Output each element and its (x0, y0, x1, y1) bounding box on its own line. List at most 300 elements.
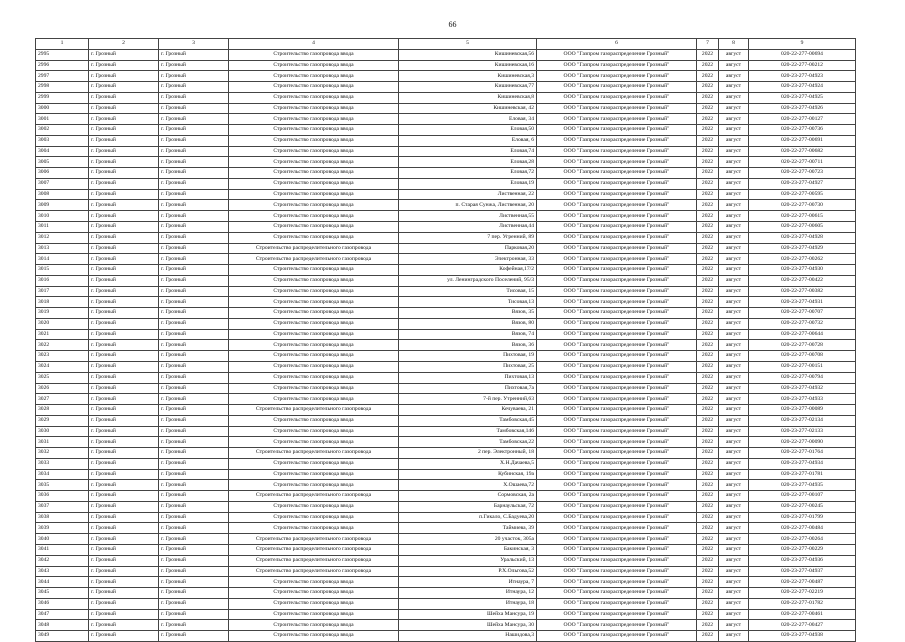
city-cell: г. Грозный (159, 103, 229, 114)
table-row (36, 200, 856, 211)
district-cell: г. Грозный (89, 135, 159, 146)
address-cell: Еловая,28 (399, 157, 537, 168)
organization-cell: ООО "Газпром газораспределение Грозный" (537, 286, 697, 297)
table-row (36, 254, 856, 265)
address-cell: Лиственная,55 (399, 211, 537, 222)
table-row (36, 82, 856, 93)
row-number: 3027 (36, 394, 89, 405)
month-cell: август (719, 523, 749, 534)
year-cell: 2022 (697, 394, 719, 405)
header-cell: 8 (719, 39, 749, 50)
organization-cell: ООО "Газпром газораспределение Грозный" (537, 275, 697, 286)
district-cell: г. Грозный (89, 125, 159, 136)
table-row (36, 598, 856, 609)
header-row (36, 39, 856, 50)
month-cell: август (719, 534, 749, 545)
code-cell: 020-22-277-00644 (749, 329, 856, 340)
organization-cell: ООО "Газпром газораспределение Грозный" (537, 189, 697, 200)
work-type-cell: Строительство газопровода ввода (229, 415, 399, 426)
city-cell: г. Грозный (159, 60, 229, 71)
address-cell: Тисовая,13 (399, 297, 537, 308)
work-type-cell: Строительство газопровода ввода (229, 189, 399, 200)
month-cell: август (719, 512, 749, 523)
table-row (36, 415, 856, 426)
year-cell: 2022 (697, 577, 719, 588)
row-number: 3023 (36, 351, 89, 362)
work-type-cell: Строительство распределительного газопровода (229, 491, 399, 502)
code-cell: 020-22-277-00382 (749, 286, 856, 297)
code-cell: 020-23-277-00089 (749, 405, 856, 416)
address-cell: Тамбовская,45 (399, 415, 537, 426)
organization-cell: ООО "Газпром газораспределение Грозный" (537, 60, 697, 71)
organization-cell: ООО "Газпром газораспределение Грозный" (537, 555, 697, 566)
city-cell: г. Грозный (159, 588, 229, 599)
code-cell: 020-22-277-00487 (749, 577, 856, 588)
code-cell: 020-23-277-04937 (749, 566, 856, 577)
city-cell: г. Грозный (159, 469, 229, 480)
code-cell: 020-23-277-02134 (749, 415, 856, 426)
table-row (36, 361, 856, 372)
year-cell: 2022 (697, 275, 719, 286)
row-number: 3016 (36, 275, 89, 286)
district-cell: г. Грозный (89, 146, 159, 157)
month-cell: август (719, 114, 749, 125)
year-cell: 2022 (697, 469, 719, 480)
district-cell: г. Грозный (89, 232, 159, 243)
code-cell: 020-23-277-01781 (749, 469, 856, 480)
year-cell: 2022 (697, 609, 719, 620)
year-cell: 2022 (697, 361, 719, 372)
work-type-cell: Строительство газопровода ввода (229, 383, 399, 394)
address-cell: Кишиневская,56 (399, 49, 537, 60)
work-type-cell: Строительство газопровода ввода (229, 178, 399, 189)
city-cell: г. Грозный (159, 146, 229, 157)
district-cell: г. Грозный (89, 361, 159, 372)
table-row (36, 566, 856, 577)
work-type-cell: Строительство газопровода ввода (229, 71, 399, 82)
month-cell: август (719, 49, 749, 60)
city-cell: г. Грозный (159, 114, 229, 125)
district-cell: г. Грозный (89, 588, 159, 599)
organization-cell: ООО "Газпром газораспределение Грозный" (537, 469, 697, 480)
city-cell: г. Грозный (159, 405, 229, 416)
city-cell: г. Грозный (159, 512, 229, 523)
year-cell: 2022 (697, 232, 719, 243)
district-cell: г. Грозный (89, 351, 159, 362)
row-number: 3031 (36, 437, 89, 448)
address-cell: Кишиневская,3 (399, 71, 537, 82)
address-cell: Вязов, 35 (399, 308, 537, 319)
work-type-cell: Строительство газопровода ввода (229, 340, 399, 351)
table-row (36, 211, 856, 222)
organization-cell: ООО "Газпром газораспределение Грозный" (537, 405, 697, 416)
city-cell: г. Грозный (159, 555, 229, 566)
header-cell: 5 (399, 39, 537, 50)
table-row (36, 232, 856, 243)
organization-cell: ООО "Газпром газораспределение Грозный" (537, 49, 697, 60)
district-cell: г. Грозный (89, 275, 159, 286)
row-number: 3019 (36, 308, 89, 319)
address-cell: Сормовская, 2а (399, 491, 537, 502)
month-cell: август (719, 609, 749, 620)
table-row (36, 405, 856, 416)
district-cell: г. Грозный (89, 168, 159, 179)
row-number: 3040 (36, 534, 89, 545)
city-cell: г. Грозный (159, 71, 229, 82)
month-cell: август (719, 60, 749, 71)
district-cell: г. Грозный (89, 458, 159, 469)
table-row (36, 92, 856, 103)
month-cell: август (719, 631, 749, 642)
work-type-cell: Строительство газопровода ввода (229, 372, 399, 383)
organization-cell: ООО "Газпром газораспределение Грозный" (537, 351, 697, 362)
table-row (36, 340, 856, 351)
work-type-cell: Строительство газопровода ввода (229, 577, 399, 588)
year-cell: 2022 (697, 588, 719, 599)
address-cell: Кечуваева, 21 (399, 405, 537, 416)
row-number: 3000 (36, 103, 89, 114)
row-number: 3026 (36, 383, 89, 394)
month-cell: август (719, 103, 749, 114)
month-cell: август (719, 491, 749, 502)
work-type-cell: Строительство газопровода ввода (229, 60, 399, 71)
address-cell: Х.Н.Дачаева,5 (399, 458, 537, 469)
table-row (36, 480, 856, 491)
organization-cell: ООО "Газпром газораспределение Грозный" (537, 372, 697, 383)
table-body (36, 49, 856, 641)
address-cell: Барнаульская, 72 (399, 501, 537, 512)
month-cell: август (719, 135, 749, 146)
district-cell: г. Грозный (89, 308, 159, 319)
organization-cell: ООО "Газпром газораспределение Грозный" (537, 383, 697, 394)
month-cell: август (719, 189, 749, 200)
code-cell: 020-23-277-04926 (749, 103, 856, 114)
code-cell: 020-23-277-04928 (749, 232, 856, 243)
month-cell: август (719, 125, 749, 136)
city-cell: г. Грозный (159, 598, 229, 609)
code-cell: 020-23-277-04936 (749, 555, 856, 566)
address-cell: Вязов, 80 (399, 318, 537, 329)
city-cell: г. Грозный (159, 426, 229, 437)
district-cell: г. Грозный (89, 71, 159, 82)
code-cell: 020-22-277-00711 (749, 157, 856, 168)
address-cell: Кишиневская, 42 (399, 103, 537, 114)
city-cell: г. Грозный (159, 157, 229, 168)
organization-cell: ООО "Газпром газораспределение Грозный" (537, 523, 697, 534)
city-cell: г. Грозный (159, 372, 229, 383)
year-cell: 2022 (697, 631, 719, 642)
city-cell: г. Грозный (159, 361, 229, 372)
city-cell: г. Грозный (159, 329, 229, 340)
code-cell: 020-23-277-04931 (749, 297, 856, 308)
row-number: 3034 (36, 469, 89, 480)
organization-cell: ООО "Газпром газораспределение Грозный" (537, 92, 697, 103)
table-row (36, 577, 856, 588)
row-number: 2997 (36, 71, 89, 82)
year-cell: 2022 (697, 243, 719, 254)
year-cell: 2022 (697, 92, 719, 103)
row-number: 3013 (36, 243, 89, 254)
row-number: 3014 (36, 254, 89, 265)
month-cell: август (719, 555, 749, 566)
code-cell: 020-23-277-04932 (749, 383, 856, 394)
month-cell: август (719, 232, 749, 243)
table-row (36, 265, 856, 276)
district-cell: г. Грозный (89, 157, 159, 168)
city-cell: г. Грозный (159, 92, 229, 103)
address-cell: Шейха Мансура, 30 (399, 620, 537, 631)
organization-cell: ООО "Газпром газораспределение Грозный" (537, 103, 697, 114)
year-cell: 2022 (697, 135, 719, 146)
district-cell: г. Грозный (89, 297, 159, 308)
row-number: 3044 (36, 577, 89, 588)
address-cell: Еловая,19 (399, 178, 537, 189)
table-row (36, 60, 856, 71)
table-row (36, 523, 856, 534)
row-number: 3025 (36, 372, 89, 383)
year-cell: 2022 (697, 308, 719, 319)
year-cell: 2022 (697, 254, 719, 265)
page-number: 66 (448, 20, 457, 29)
row-number: 2996 (36, 60, 89, 71)
district-cell: г. Грозный (89, 469, 159, 480)
code-cell: 020-22-277-00730 (749, 200, 856, 211)
city-cell: г. Грозный (159, 189, 229, 200)
header-cell: 9 (749, 39, 856, 50)
address-cell: Еловая,72 (399, 168, 537, 179)
work-type-cell: Строительство распределительного газопровода (229, 555, 399, 566)
address-cell: Кишиневская,8 (399, 92, 537, 103)
month-cell: август (719, 501, 749, 512)
organization-cell: ООО "Газпром газораспределение Грозный" (537, 329, 697, 340)
district-cell: г. Грозный (89, 318, 159, 329)
organization-cell: ООО "Газпром газораспределение Грозный" (537, 157, 697, 168)
year-cell: 2022 (697, 178, 719, 189)
row-number: 3028 (36, 405, 89, 416)
row-number: 2998 (36, 82, 89, 93)
row-number: 3047 (36, 609, 89, 620)
row-number: 3002 (36, 125, 89, 136)
organization-cell: ООО "Газпром газораспределение Грозный" (537, 146, 697, 157)
address-cell: Еловая, 6 (399, 135, 537, 146)
address-cell: Лиственная,44 (399, 222, 537, 233)
work-type-cell: Строительство газопровода ввода (229, 232, 399, 243)
table-row (36, 329, 856, 340)
month-cell: август (719, 620, 749, 631)
district-cell: г. Грозный (89, 265, 159, 276)
year-cell: 2022 (697, 265, 719, 276)
table-row (36, 178, 856, 189)
district-cell: г. Грозный (89, 555, 159, 566)
code-cell: 020-22-277-00107 (749, 491, 856, 502)
code-cell: 020-22-277-01782 (749, 598, 856, 609)
month-cell: август (719, 308, 749, 319)
table-row (36, 275, 856, 286)
year-cell: 2022 (697, 534, 719, 545)
address-cell: Пихтовая,7а (399, 383, 537, 394)
city-cell: г. Грозный (159, 566, 229, 577)
table-row (36, 286, 856, 297)
header-cell: 1 (36, 39, 89, 50)
code-cell: 020-22-277-00691 (749, 135, 856, 146)
table-row (36, 243, 856, 254)
row-number: 3048 (36, 620, 89, 631)
organization-cell: ООО "Газпром газораспределение Грозный" (537, 71, 697, 82)
month-cell: август (719, 577, 749, 588)
code-cell: 020-23-277-04938 (749, 631, 856, 642)
district-cell: г. Грозный (89, 178, 159, 189)
address-cell: Парковая,20 (399, 243, 537, 254)
address-cell: п. Старая Сунжа, Лиственная, 20 (399, 200, 537, 211)
month-cell: август (719, 469, 749, 480)
address-cell: Нашидова,3 (399, 631, 537, 642)
year-cell: 2022 (697, 480, 719, 491)
organization-cell: ООО "Газпром газораспределение Грозный" (537, 598, 697, 609)
code-cell: 020-23-277-04924 (749, 82, 856, 93)
year-cell: 2022 (697, 523, 719, 534)
city-cell: г. Грозный (159, 448, 229, 459)
year-cell: 2022 (697, 448, 719, 459)
month-cell: август (719, 178, 749, 189)
district-cell: г. Грозный (89, 254, 159, 265)
header-cell: 7 (697, 39, 719, 50)
district-cell: г. Грозный (89, 394, 159, 405)
work-type-cell: Строительство распределительного газопровода (229, 534, 399, 545)
row-number: 3041 (36, 544, 89, 555)
work-type-cell: Строительство распределительного газопровода (229, 448, 399, 459)
organization-cell: ООО "Газпром газораспределение Грозный" (537, 265, 697, 276)
organization-cell: ООО "Газпром газораспределение Грозный" (537, 458, 697, 469)
work-type-cell: Строительство газопровода ввода (229, 297, 399, 308)
month-cell: август (719, 82, 749, 93)
code-cell: 020-22-277-00212 (749, 60, 856, 71)
code-cell: 020-22-277-00595 (749, 189, 856, 200)
year-cell: 2022 (697, 146, 719, 157)
row-number: 3008 (36, 189, 89, 200)
work-type-cell: Строительство газопровода ввода (229, 437, 399, 448)
organization-cell: ООО "Газпром газораспределение Грозный" (537, 308, 697, 319)
district-cell: г. Грозный (89, 243, 159, 254)
district-cell: г. Грозный (89, 211, 159, 222)
district-cell: г. Грозный (89, 534, 159, 545)
month-cell: август (719, 254, 749, 265)
work-type-cell: Строительство газопровода ввода (229, 588, 399, 599)
organization-cell: ООО "Газпром газораспределение Грозный" (537, 577, 697, 588)
city-cell: г. Грозный (159, 275, 229, 286)
month-cell: август (719, 275, 749, 286)
year-cell: 2022 (697, 566, 719, 577)
row-number: 3037 (36, 501, 89, 512)
city-cell: г. Грозный (159, 265, 229, 276)
table-row (36, 491, 856, 502)
address-cell: 20 участок, 305а (399, 534, 537, 545)
address-cell: Итнаура, 12 (399, 588, 537, 599)
city-cell: г. Грозный (159, 211, 229, 222)
work-type-cell: Строительство газопровода ввода (229, 631, 399, 642)
address-cell: Пихтовая, 25 (399, 361, 537, 372)
organization-cell: ООО "Газпром газораспределение Грозный" (537, 609, 697, 620)
address-cell: ул. Ленинградского Поселений, 95/3 (399, 275, 537, 286)
row-number: 3006 (36, 168, 89, 179)
work-type-cell: Строительство газопровода ввода (229, 512, 399, 523)
table-row (36, 426, 856, 437)
address-cell: Пихтовая, 19 (399, 351, 537, 362)
city-cell: г. Грозный (159, 286, 229, 297)
table-row (36, 49, 856, 60)
district-cell: г. Грозный (89, 82, 159, 93)
organization-cell: ООО "Газпром газораспределение Грозный" (537, 178, 697, 189)
organization-cell: ООО "Газпром газораспределение Грозный" (537, 254, 697, 265)
organization-cell: ООО "Газпром газораспределение Грозный" (537, 437, 697, 448)
year-cell: 2022 (697, 114, 719, 125)
city-cell: г. Грозный (159, 501, 229, 512)
district-cell: г. Грозный (89, 114, 159, 125)
row-number: 3005 (36, 157, 89, 168)
code-cell: 020-23-277-04923 (749, 71, 856, 82)
district-cell: г. Грозный (89, 566, 159, 577)
table-row (36, 512, 856, 523)
work-type-cell: Строительство газопровода ввода (229, 135, 399, 146)
code-cell: 020-22-277-00427 (749, 620, 856, 631)
code-cell: 020-22-277-00615 (749, 211, 856, 222)
address-cell: Лиственная, 22 (399, 189, 537, 200)
code-cell: 020-22-277-00694 (749, 49, 856, 60)
month-cell: август (719, 92, 749, 103)
row-number: 3035 (36, 480, 89, 491)
table-row (36, 534, 856, 545)
month-cell: август (719, 265, 749, 276)
year-cell: 2022 (697, 383, 719, 394)
year-cell: 2022 (697, 286, 719, 297)
address-cell: Таймиева, 39 (399, 523, 537, 534)
city-cell: г. Грозный (159, 480, 229, 491)
district-cell: г. Грозный (89, 60, 159, 71)
month-cell: август (719, 351, 749, 362)
organization-cell: ООО "Газпром газораспределение Грозный" (537, 620, 697, 631)
code-cell: 020-22-277-00708 (749, 351, 856, 362)
address-cell: Вязов, 74 (399, 329, 537, 340)
work-type-cell: Строительство газопровода ввода (229, 275, 399, 286)
row-number: 3022 (36, 340, 89, 351)
organization-cell: ООО "Газпром газораспределение Грозный" (537, 135, 697, 146)
address-cell: Пихтовая,13 (399, 372, 537, 383)
city-cell: г. Грозный (159, 631, 229, 642)
city-cell: г. Грозный (159, 232, 229, 243)
district-cell: г. Грозный (89, 501, 159, 512)
header-cell: 3 (159, 39, 229, 50)
city-cell: г. Грозный (159, 308, 229, 319)
year-cell: 2022 (697, 620, 719, 631)
table-row (36, 168, 856, 179)
header-cell: 6 (537, 39, 697, 50)
month-cell: август (719, 448, 749, 459)
year-cell: 2022 (697, 60, 719, 71)
work-type-cell: Строительство газопровода ввода (229, 265, 399, 276)
row-number: 3038 (36, 512, 89, 523)
address-cell: Еловая,74 (399, 146, 537, 157)
district-cell: г. Грозный (89, 426, 159, 437)
row-number: 3024 (36, 361, 89, 372)
organization-cell: ООО "Газпром газораспределение Грозный" (537, 243, 697, 254)
city-cell: г. Грозный (159, 534, 229, 545)
year-cell: 2022 (697, 598, 719, 609)
year-cell: 2022 (697, 329, 719, 340)
work-type-cell: Строительство газопровода ввода (229, 426, 399, 437)
work-type-cell: Строительство газопровода ввода (229, 480, 399, 491)
table-row (36, 103, 856, 114)
year-cell: 2022 (697, 555, 719, 566)
organization-cell: ООО "Газпром газораспределение Грозный" (537, 544, 697, 555)
